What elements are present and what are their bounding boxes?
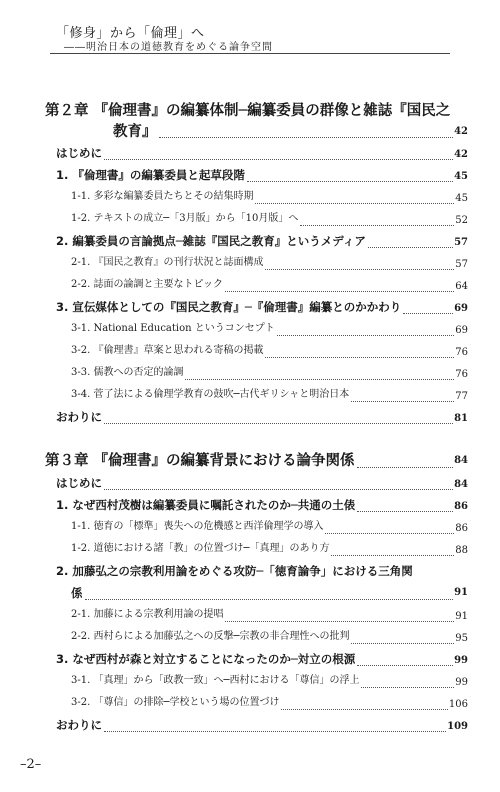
toc-entry: [45, 648, 468, 670]
page-number: 84: [454, 455, 468, 466]
entry-text: おわりに: [56, 718, 102, 732]
chapter-2-title-line2: 教育』: [113, 124, 157, 140]
entry-text: 1-1. 多彩な編纂委員たちとその結集時期: [71, 191, 254, 202]
dot-leader: [85, 599, 454, 600]
page-number: 76: [455, 347, 468, 358]
page-number: 106: [448, 699, 468, 710]
toc-entry-line2: [45, 582, 468, 604]
entry-text: 2-1. 『国民之教育』の刊行状況と誌面構成: [71, 257, 264, 268]
entry-text: 3. なぜ西村が森と対立することになったのか─対立の根源: [56, 652, 356, 666]
dot-leader: [368, 247, 453, 248]
toc-entry: [45, 516, 468, 538]
page-number: 45: [455, 193, 468, 204]
chapter-3-title: [45, 450, 468, 472]
dot-leader: [325, 533, 454, 534]
header-rule: [50, 53, 450, 54]
dot-leader: [265, 269, 454, 270]
toc-entry: [45, 340, 468, 362]
dot-leader: [357, 665, 453, 666]
dot-leader: [104, 489, 453, 490]
entry-text: 3-2. 「尊信」の排除─学校という場の位置づけ: [71, 697, 280, 708]
dot-leader: [225, 621, 454, 622]
dot-leader: [403, 313, 453, 314]
page-number: 84: [454, 479, 468, 490]
dot-leader: [104, 423, 453, 424]
entry-text: 3. 宣伝媒体としての『国民之教育』─『倫理書』編纂とのかかわり: [56, 300, 402, 314]
page-number: 86: [454, 501, 468, 512]
dot-leader: [331, 555, 454, 556]
dot-leader: [357, 511, 453, 512]
entry-text: 1-2. 道徳における諸「教」の位置づけ─「真理」のあり方: [71, 543, 330, 554]
dot-leader: [351, 401, 454, 402]
toc-entry: [45, 692, 468, 714]
page-number: 99: [454, 655, 468, 666]
toc-entry: [45, 384, 468, 406]
table-of-contents: [45, 100, 468, 736]
toc-entry: [45, 714, 468, 736]
page-number: 88: [455, 545, 468, 556]
entry-text-cont: 係: [71, 586, 83, 600]
entry-text: 1. 『倫理書』の編纂委員と起草段階: [56, 168, 245, 182]
toc-entry: [45, 318, 468, 340]
dot-leader: [277, 335, 455, 336]
toc-entry: [45, 230, 468, 252]
page-number: 57: [454, 237, 468, 248]
toc-entry: [45, 296, 468, 318]
toc-entry: [45, 362, 468, 384]
entry-text: 3-1. National Education というコンセプト: [71, 323, 275, 334]
toc-entry: [45, 186, 468, 208]
entry-text: 3-2. 『倫理書』草案と思われる寄稿の掲載: [71, 345, 264, 356]
page-number: 86: [455, 523, 468, 534]
entry-text: 2-2. 西村らによる加藤弘之への反撃─宗教の非合理性への批判: [71, 631, 350, 642]
page-number: 81: [454, 413, 468, 424]
dot-leader: [104, 731, 446, 732]
page-number: 57: [455, 259, 468, 270]
chapter-2-title: [45, 100, 468, 122]
dot-leader: [265, 357, 454, 358]
page-number: 91: [454, 587, 468, 598]
page-number: 77: [455, 391, 468, 402]
page-number: 42: [454, 149, 468, 160]
page-folio: –2–: [20, 757, 42, 772]
entry-text: おわりに: [56, 410, 102, 424]
toc-entry: [45, 252, 468, 274]
page-number: 64: [455, 281, 468, 292]
entry-text: 2-1. 加藤による宗教利用論の提唱: [71, 609, 224, 620]
toc-entry: [45, 604, 468, 626]
dot-leader: [104, 159, 453, 160]
entry-text: 1. なぜ西村茂樹は編纂委員に嘱託されたのか─共通の土俵: [56, 498, 356, 512]
dot-leader: [300, 225, 454, 226]
toc-entry: [45, 142, 468, 164]
toc-entry: [45, 406, 468, 428]
entry-text: はじめに: [56, 146, 102, 160]
entry-text: 3-4. 菅了法による倫理学教育の鼓吹─古代ギリシャと明治日本: [71, 389, 350, 400]
entry-text: 3-3. 儒教への否定的論調: [71, 367, 184, 378]
chapter-2-title-line1: 第２章 『倫理書』の編纂体制─編纂委員の群像と雑誌『国民之: [45, 103, 451, 119]
running-head-subtitle: ――明治日本の道徳教育をめぐる論争空間: [64, 42, 273, 53]
dot-leader: [247, 181, 453, 182]
toc-entry: [45, 538, 468, 560]
toc-entry: [45, 274, 468, 296]
page-number: 109: [447, 721, 468, 732]
page-number: 99: [455, 677, 468, 688]
toc-entry-line1: [45, 560, 468, 582]
running-head-title: 「修身」から「倫理」へ: [56, 26, 205, 41]
page-number: 69: [454, 303, 468, 314]
toc-entry: [45, 164, 468, 186]
chapter-2-title-cont: [45, 122, 468, 142]
toc-entry: [45, 626, 468, 648]
toc-entry: [45, 208, 468, 230]
page-number: 42: [454, 126, 468, 137]
dot-leader: [357, 467, 454, 468]
dot-leader: [185, 379, 454, 380]
entry-text: 2-2. 誌面の論調と主要なトピック: [71, 279, 224, 290]
page-number: 91: [455, 611, 468, 622]
dot-leader: [361, 687, 454, 688]
toc-entry: [45, 494, 468, 516]
dot-leader: [225, 291, 454, 292]
toc-entry: [45, 472, 468, 494]
entry-text: 2. 加藤弘之の宗教利用論をめぐる攻防─「徳育論争」における三角関: [56, 564, 413, 578]
page-number: 69: [455, 325, 468, 336]
entry-text: 1-2. テキストの成立─「3月版」から「10月版」へ: [71, 213, 299, 224]
dot-leader: [159, 137, 454, 138]
dot-leader: [255, 203, 454, 204]
page-number: 45: [454, 171, 468, 182]
entry-text: 1-1. 徳育の「標準」喪失への危機感と西洋倫理学の導入: [71, 521, 324, 532]
chapter-3-title-text: 第３章 『倫理書』の編纂背景における論争関係: [45, 453, 355, 469]
toc-entry: [45, 670, 468, 692]
entry-text: 2. 編纂委員の言論拠点─雑誌『国民之教育』というメディア: [56, 234, 366, 248]
dot-leader: [351, 643, 454, 644]
dot-leader: [281, 709, 447, 710]
page-number: 76: [455, 369, 468, 380]
page-number: 52: [455, 215, 468, 226]
entry-text: はじめに: [56, 476, 102, 490]
page-number: 95: [455, 633, 468, 644]
entry-text: 3-1. 「真理」から「政教一致」へ─西村における「尊信」の浮上: [71, 675, 360, 686]
